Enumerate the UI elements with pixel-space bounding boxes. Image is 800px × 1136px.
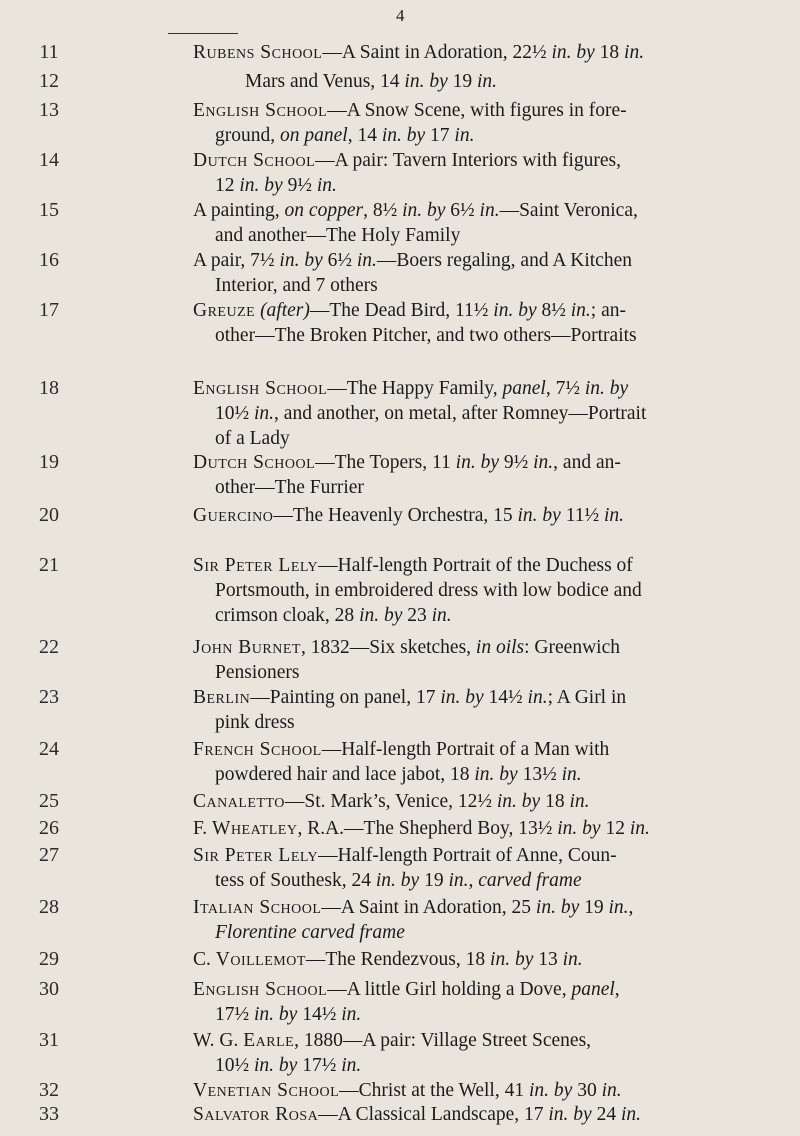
- lot-description-line: crimson cloak, 28 in. by 23 in.: [215, 605, 452, 626]
- lot-description-line: Dutch School—The Topers, 11 in. by 9½ in., and an-: [193, 452, 621, 473]
- lot-description: [193, 376, 733, 451]
- lot-description: [193, 40, 733, 65]
- lot-description: [193, 789, 733, 814]
- lot-number: 24: [39, 738, 59, 760]
- page-number: 4: [396, 6, 405, 25]
- lot-number: 19: [39, 451, 59, 473]
- lot-description-line: Pensioners: [215, 662, 300, 683]
- lot-description-line: Mars and Venus, 14 in. by 19 in.: [245, 71, 498, 92]
- ditto-rule: [168, 33, 238, 34]
- lot-description-line: Florentine carved frame: [215, 922, 405, 943]
- lot-description-line: Venetian School—Christ at the Well, 41 in. by 30 in.: [193, 1080, 622, 1101]
- lot-number: 22: [39, 636, 59, 658]
- lot-description: [193, 977, 733, 1027]
- lot-description-line: W. G. Earle, 1880—A pair: Village Street Scenes,: [193, 1030, 592, 1051]
- lot-description-line: Dutch School—A pair: Tavern Interiors with figures,: [193, 150, 622, 171]
- lot-number: 12: [39, 70, 59, 92]
- lot-number: 27: [39, 844, 59, 866]
- lot-description: [193, 816, 733, 841]
- lot-number: 29: [39, 948, 59, 970]
- lot-number: 30: [39, 978, 59, 1000]
- lot-description-line: French School—Half-length Portrait of a Man with: [193, 739, 610, 760]
- lot-description-line: Interior, and 7 others: [215, 275, 378, 296]
- lot-description-line: of a Lady: [215, 428, 290, 449]
- lot-number: 13: [39, 99, 59, 121]
- lot-description-line: Sir Peter Lely—Half-length Portrait of the Duchess of: [193, 555, 633, 576]
- lot-number: 15: [39, 199, 59, 221]
- lot-description: [193, 895, 733, 945]
- lot-description-line: 12 in. by 9½ in.: [215, 175, 337, 196]
- lot-description-line: A pair, 7½ in. by 6½ in.—Boers regaling, and A Kitchen: [193, 250, 632, 271]
- lot-number: 33: [39, 1103, 59, 1125]
- lot-description-line: 10½ in. by 17½ in.: [215, 1055, 362, 1076]
- lot-description: [193, 635, 733, 685]
- lot-description-line: and another—The Holy Family: [215, 225, 461, 246]
- lot-description: [193, 248, 733, 298]
- lot-description-line: A painting, on copper, 8½ in. by 6½ in.—Saint Veronica,: [193, 200, 638, 221]
- lot-description: [193, 1078, 733, 1103]
- lot-description-line: Salvator Rosa—A Classical Landscape, 17 in. by 24 in.: [193, 1104, 642, 1125]
- lot-number: 25: [39, 790, 59, 812]
- lot-description: [193, 685, 733, 735]
- lot-description-line: 10½ in., and another, on metal, after Romney—Portrait: [215, 403, 647, 424]
- lot-description: [193, 450, 733, 500]
- lot-number: 28: [39, 896, 59, 918]
- lot-description-line: Berlin—Painting on panel, 17 in. by 14½ in.; A Girl in: [193, 687, 627, 708]
- lot-description: [193, 148, 733, 198]
- lot-number: 18: [39, 377, 59, 399]
- lot-description-line: C. Voillemot—The Rendezvous, 18 in. by 13 in.: [193, 949, 583, 970]
- lot-description-line: F. Wheatley, R.A.—The Shepherd Boy, 13½ in. by 12 in.: [193, 818, 650, 839]
- lot-description: [193, 947, 733, 972]
- lot-number: 21: [39, 554, 59, 576]
- lot-description-line: Sir Peter Lely—Half-length Portrait of Anne, Coun-: [193, 845, 617, 866]
- lot-description: [245, 69, 785, 94]
- lot-description: [193, 198, 733, 248]
- lot-number: 32: [39, 1079, 59, 1101]
- lot-description-line: Greuze (after)—The Dead Bird, 11½ in. by 8½ in.; an-: [193, 300, 626, 321]
- lot-description-line: John Burnet, 1832—Six sketches, in oils: Greenwich: [193, 637, 620, 658]
- lot-description-line: English School—A Snow Scene, with figures in fore-: [193, 100, 627, 121]
- lot-description-line: Portsmouth, in embroidered dress with low bodice and: [215, 580, 642, 601]
- lot-description: [193, 298, 733, 348]
- lot-description: [193, 553, 733, 628]
- lot-number: 17: [39, 299, 59, 321]
- lot-description-line: ground, on panel, 14 in. by 17 in.: [215, 125, 475, 146]
- lot-number: 14: [39, 149, 59, 171]
- lot-number: 16: [39, 249, 59, 271]
- lot-number: 31: [39, 1029, 59, 1051]
- lot-description-line: powdered hair and lace jabot, 18 in. by 13½ in.: [215, 764, 582, 785]
- lot-description: [193, 737, 733, 787]
- lot-description-line: pink dress: [215, 712, 295, 733]
- lot-description: [193, 843, 733, 893]
- lot-description-line: English School—A little Girl holding a Dove, panel,: [193, 979, 620, 1000]
- lot-description: [193, 1028, 733, 1078]
- lot-description: [193, 98, 733, 148]
- lot-number: 23: [39, 686, 59, 708]
- margin-pencil-marks: [738, 30, 800, 1110]
- lot-description-line: other—The Broken Pitcher, and two others—Portraits: [215, 325, 637, 346]
- lot-description-line: other—The Furrier: [215, 477, 364, 498]
- lot-description: [193, 503, 733, 528]
- lot-description-line: Italian School—A Saint in Adoration, 25 in. by 19 in.,: [193, 897, 634, 918]
- lot-number: 26: [39, 817, 59, 839]
- lot-description-line: English School—The Happy Family, panel, 7½ in. by: [193, 378, 629, 399]
- lot-number: 11: [39, 41, 59, 63]
- lot-description-line: Canaletto—St. Mark’s, Venice, 12½ in. by 18 in.: [193, 791, 590, 812]
- lot-description: [193, 1102, 733, 1127]
- lot-description-line: tess of Southesk, 24 in. by 19 in., carved frame: [215, 870, 582, 891]
- lot-number: 20: [39, 504, 59, 526]
- lot-description-line: Rubens School—A Saint in Adoration, 22½ in. by 18 in.: [193, 42, 645, 63]
- lot-description-line: Guercino—The Heavenly Orchestra, 15 in. by 11½ in.: [193, 505, 625, 526]
- lot-description-line: 17½ in. by 14½ in.: [215, 1004, 362, 1025]
